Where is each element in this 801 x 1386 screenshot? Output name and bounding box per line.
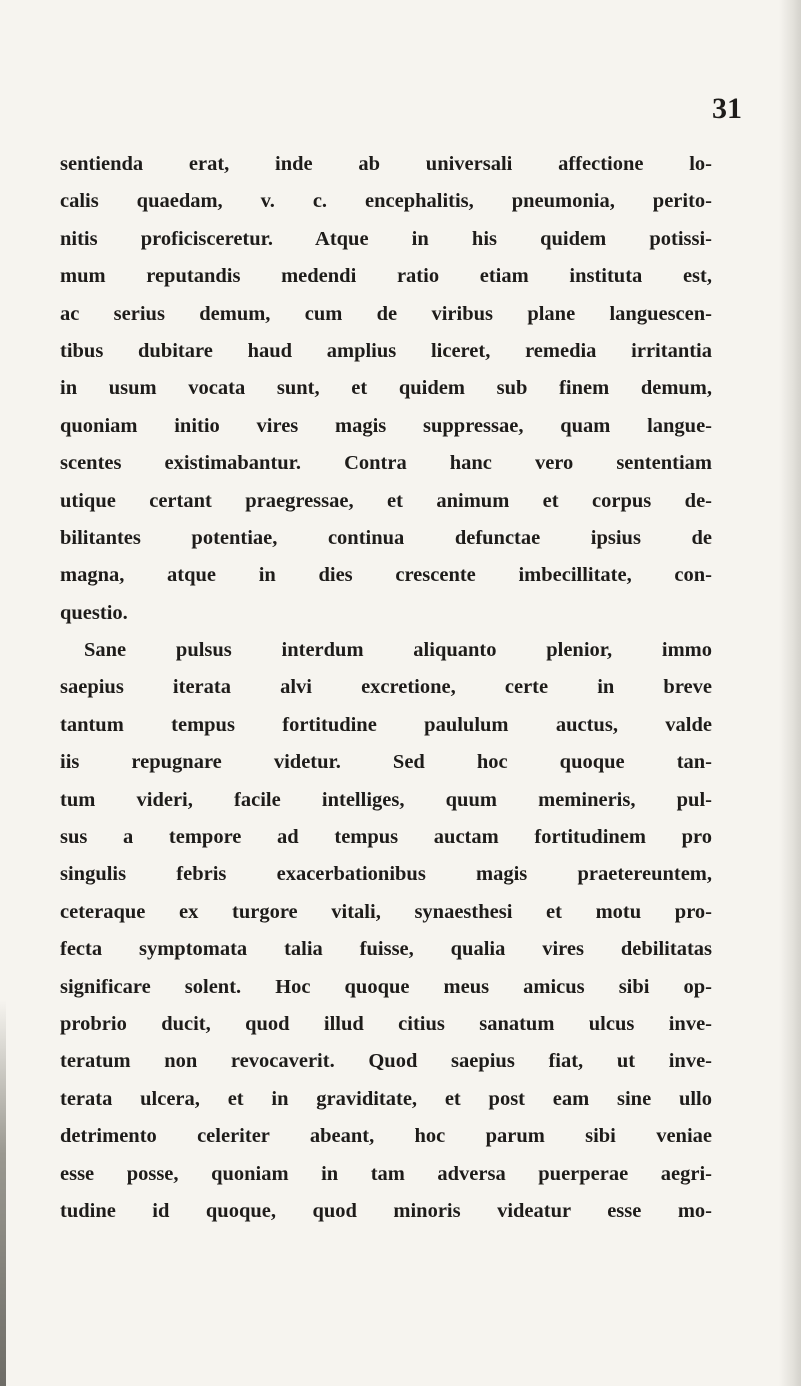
text-line: detrimento celeriter abeant, hoc parum sibi veniae (60, 1125, 712, 1148)
text-line: probrio ducit, quod illud citius sanatum ulcus inve- (60, 1012, 712, 1035)
body-text (60, 146, 712, 1230)
text-line: esse posse, quoniam in tam adversa puerperae aegri- (60, 1162, 712, 1185)
text-line: saepius iterata alvi excretione, certe in breve (60, 676, 712, 699)
text-line: Sane pulsus interdum aliquanto plenior, immo (84, 639, 712, 662)
text-line: calis quaedam, v. c. encephalitis, pneumonia, perito- (60, 190, 712, 213)
text-line: significare solent. Hoc quoque meus amicus sibi op- (60, 975, 712, 998)
text-line: teratum non revocaverit. Quod saepius fiat, ut inve- (60, 1050, 712, 1073)
binding-shadow (0, 1000, 6, 1386)
text-line: terata ulcera, et in graviditate, et post eam sine ullo (60, 1087, 712, 1110)
text-line: nitis proficisceretur. Atque in his quidem potissi- (60, 227, 712, 250)
text-line: tudine id quoque, quod minoris videatur esse mo- (60, 1199, 712, 1222)
text-line: ac serius demum, cum de viribus plane languescen- (60, 302, 712, 325)
text-line: sentienda erat, inde ab universali affectione lo- (60, 153, 712, 175)
page-number: 31 (712, 92, 742, 125)
text-line: quoniam initio vires magis suppressae, quam langue- (60, 414, 712, 437)
text-line: questio. (60, 601, 128, 624)
text-line: tum videri, facile intelliges, quum memineris, pul- (60, 788, 712, 811)
text-line: magna, atque in dies crescente imbecillitate, con- (60, 564, 712, 587)
text-line: tantum tempus fortitudine paululum auctus, valde (60, 713, 712, 736)
text-line: mum reputandis medendi ratio etiam instituta est, (60, 265, 712, 288)
text-line: scentes existimabantur. Contra hanc vero sententiam (60, 452, 712, 475)
text-line: ceteraque ex turgore vitali, synaesthesi et motu pro- (60, 900, 712, 923)
text-line: in usum vocata sunt, et quidem sub finem demum, (60, 377, 712, 400)
text-line: sus a tempore ad tempus auctam fortitudinem pro (60, 826, 712, 849)
text-line: iis repugnare videtur. Sed hoc quoque tan- (60, 751, 712, 774)
page-edge-shadow (779, 0, 801, 1386)
text-line: fecta symptomata talia fuisse, qualia vires debilitatas (60, 938, 712, 961)
text-line: tibus dubitare haud amplius liceret, remedia irritantia (60, 339, 712, 362)
text-line: bilitantes potentiae, continua defunctae ipsius de (60, 526, 712, 549)
text-line: utique certant praegressae, et animum et corpus de- (60, 489, 712, 512)
text-line: singulis febris exacerbationibus magis praetereuntem, (60, 863, 712, 886)
